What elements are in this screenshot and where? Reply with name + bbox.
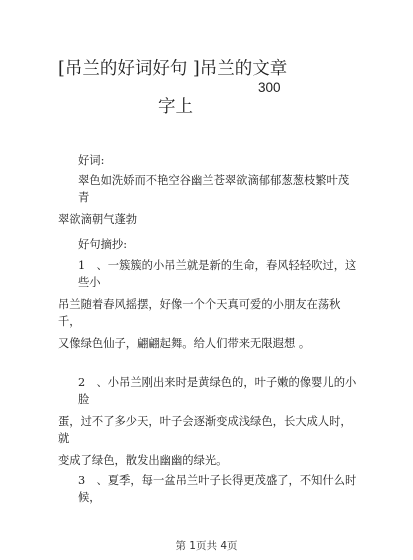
section-good-sentences-label: 好句摘抄:: [78, 238, 127, 251]
sentence1-line3: 又像绿色仙子，翩翩起舞。给人们带来无限遐想 。: [58, 337, 311, 350]
sentence1-line2: 吊兰随着春风摇摆，好像一个个天真可爱的小朋友在荡秋千，: [58, 298, 341, 328]
good-words-line1: 翠色如洗娇而不艳空谷幽兰苍翠欲滴郁郁葱葱枝繁叶茂青: [78, 174, 350, 204]
good-words-line2: 翠欲滴朝气蓬勃: [58, 213, 138, 226]
section-good-words-label: 好词:: [78, 154, 105, 167]
sentence2-line1: 2 、小吊兰刚出来时是黄绿色的，叶子嫩的像婴儿的小脸: [78, 376, 357, 406]
sentence2-line2: 蛋，过不了多少天，叶子会逐渐变成浅绿色，长大成人时，就: [58, 415, 352, 445]
sentence1-line1: 1 、一簇簇的小吊兰就是新的生命，春风轻轻吹过，这些小: [78, 259, 357, 289]
sentence3-line1: 3 、夏季，每一盆吊兰叶子长得更茂盛了，不知什么时候，: [78, 474, 357, 504]
sentence2-line3: 变成了绿色，散发出幽幽的绿光。: [58, 454, 228, 467]
document-title-line2: 字上: [158, 97, 193, 117]
document-title-number: 300: [258, 80, 281, 95]
page-indicator: 第 1页共 4页: [175, 540, 238, 552]
document-title-line1: [吊兰的好词好句 ]吊兰的文章: [58, 59, 288, 79]
